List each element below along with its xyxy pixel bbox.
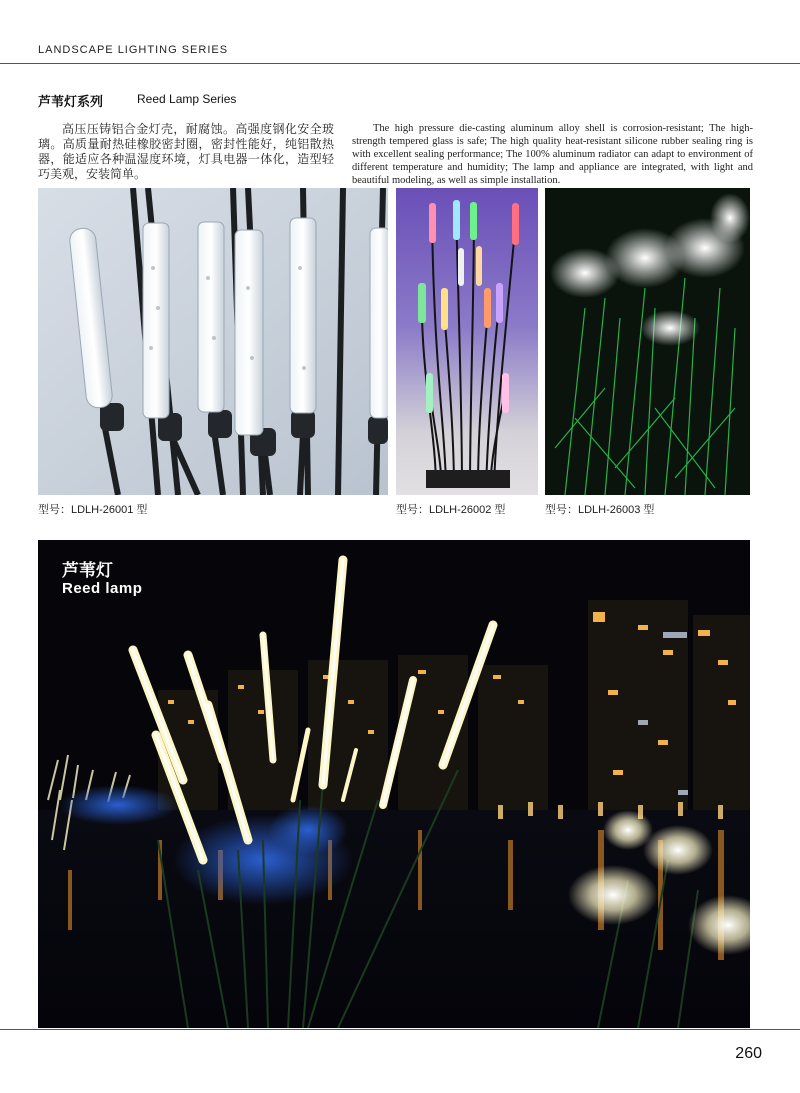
product-photo-26002 bbox=[396, 188, 538, 495]
series-header: LANDSCAPE LIGHTING SERIES bbox=[38, 44, 229, 56]
product-photo-26001 bbox=[38, 188, 388, 495]
product-caption: 型号：LDLH-26003 型 bbox=[545, 504, 655, 516]
footer-rule bbox=[0, 1029, 800, 1030]
header-rule bbox=[0, 63, 800, 64]
page-number: 260 bbox=[735, 1045, 762, 1062]
section-title-en: Reed Lamp Series bbox=[137, 92, 237, 106]
feature-title-cn: 芦苇灯 bbox=[62, 561, 113, 580]
feature-photo-reed-lamp bbox=[38, 540, 750, 1028]
product-caption: 型号：LDLH-26002 型 bbox=[396, 504, 506, 516]
product-caption: 型号：LDLH-26001 型 bbox=[38, 504, 148, 516]
description-cn: 高压压铸铝合金灯壳，耐腐蚀。高强度钢化安全玻璃。高质量耐热硅橡胶密封圈，密封性能好，纯铝散热器，能适应各种温湿度环境，灯具电器一体化，造型轻巧美观，安装简单。 bbox=[38, 122, 334, 181]
feature-title-en: Reed lamp bbox=[62, 580, 143, 597]
section-title-cn: 芦苇灯系列 bbox=[38, 94, 104, 109]
description-en: The high pressure die-casting aluminum alloy shell is corrosion-resistant; The high-strength tempered glass is safe; The high quality heat-resistant silicone rubber sealing ring is with excellent sealing performance; The 100% aluminum radiator can adapt to environment of different temperature and humidity; The lamp and appliance are integrated, with light and beautiful modeling, as well as simple installation. bbox=[352, 123, 753, 186]
product-photo-26003 bbox=[545, 188, 750, 495]
